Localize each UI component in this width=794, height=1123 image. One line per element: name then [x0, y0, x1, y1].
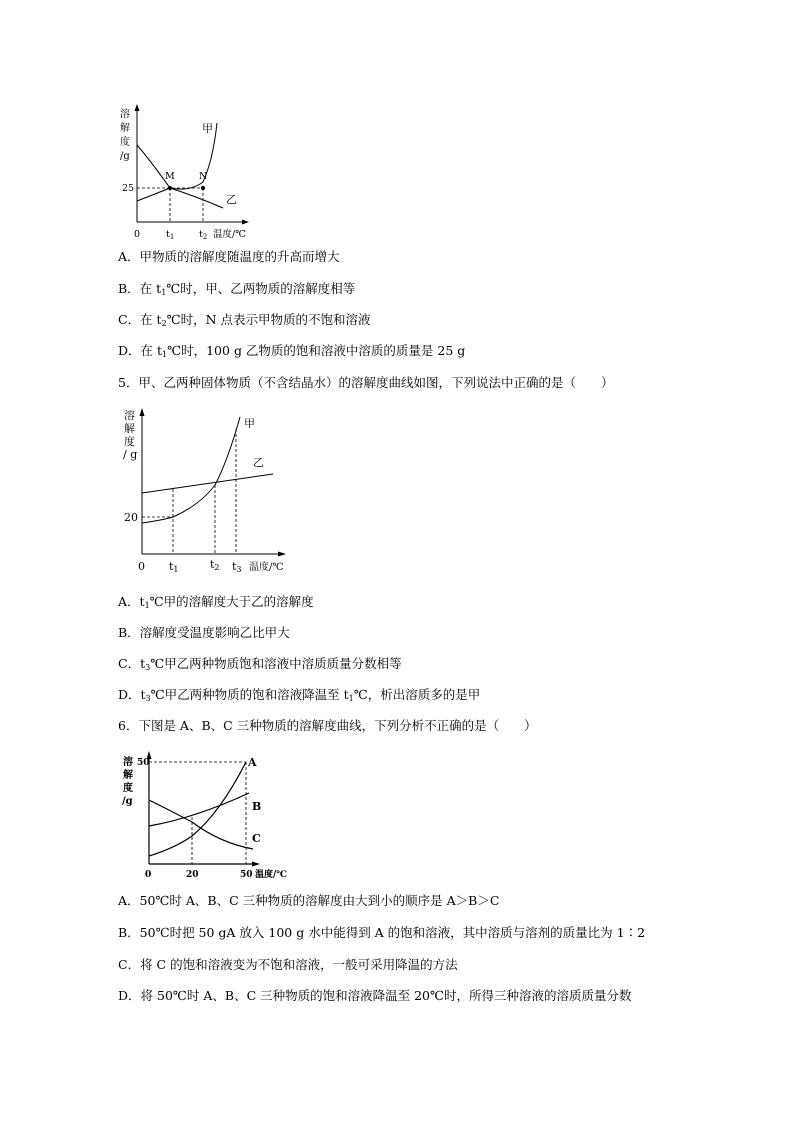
option-text: D．在 t — [118, 343, 163, 358]
origin-label: 0 — [134, 229, 141, 240]
curve-jia-label: 甲 — [202, 122, 213, 135]
option-b[interactable] — [118, 281, 355, 297]
y-label-char: 解 — [124, 422, 135, 435]
y-label-char: 溶 — [124, 409, 135, 422]
option-text: D．t — [118, 687, 146, 702]
option-subscript: 1 — [162, 350, 168, 359]
curve-b-label: B — [252, 800, 262, 813]
option-text: B．在 t — [118, 281, 162, 296]
tick-label: t1 — [169, 560, 179, 574]
y-label-char: 度 — [124, 435, 135, 448]
option-text: ℃甲乙两种物质饱和溶液中溶质质量分数相等 — [150, 656, 402, 671]
option-d[interactable] — [118, 687, 480, 703]
x-axis-arrow — [278, 552, 286, 557]
figure-2-solubility-chart — [115, 405, 300, 575]
y-value-label: 20 — [124, 511, 138, 524]
curve-yi — [142, 474, 273, 493]
option-text: C．将 C 的饱和溶液变为不饱和溶液，一般可采用降温的方法 — [118, 957, 458, 972]
option-c[interactable] — [118, 957, 458, 973]
x-axis-arrow — [252, 862, 260, 867]
option-text: ℃时，N 点表示甲物质的不饱和溶液 — [166, 312, 371, 327]
tick-label: $t_1$ — [166, 229, 175, 241]
figure-1-svg — [115, 100, 275, 245]
y-label-char: 解 — [123, 770, 133, 781]
curve-yi-label: 乙 — [253, 456, 264, 469]
curve-yi — [137, 188, 223, 208]
option-subscript: 1 — [144, 601, 150, 610]
option-b[interactable] — [118, 625, 290, 641]
curve-jia — [142, 417, 240, 523]
option-d[interactable] — [118, 988, 631, 1004]
point-n-label: N — [199, 171, 208, 182]
y-label-char: /g — [120, 151, 130, 162]
curve-a — [149, 762, 246, 856]
option-text: A．50℃时 A、B、C 三种物质的溶解度由大到小的顺序是 A＞B＞C — [118, 893, 500, 908]
option-subscript: 3 — [145, 663, 151, 672]
point-n-dot — [201, 186, 205, 190]
y-label-char: 度 — [123, 783, 133, 794]
option-text: D．将 50℃时 A、B、C 三种物质的饱和溶液降温至 20℃时，所得三种溶液的溶质质量分数 — [118, 988, 632, 1003]
curve-c-label: C — [252, 832, 261, 845]
figure-2-svg — [115, 405, 300, 575]
option-text: A．甲物质的溶解度随温度的升高而增大 — [118, 249, 340, 264]
option-a[interactable] — [118, 893, 499, 909]
option-subscript: 2 — [161, 319, 167, 328]
option-text: ℃时，甲、乙两物质的溶解度相等 — [166, 281, 356, 296]
tick-label: t2 — [210, 558, 220, 572]
option-text: ℃时，100 g 乙物质的饱和溶液中溶质的质量是 25 g — [167, 343, 466, 358]
option-subscript: 1 — [348, 694, 354, 703]
question-5-stem: 5．甲、乙两种固体物质（不含结晶水）的溶解度曲线如图，下列说法中正确的是（ ） — [118, 375, 614, 390]
curve-yi-label: 乙 — [226, 193, 237, 206]
y-label-char: 溶 — [123, 757, 133, 768]
option-text: ℃，析出溶质多的是甲 — [353, 687, 481, 702]
option-b[interactable] — [118, 925, 645, 941]
tick-label: $t_2$ — [199, 229, 208, 241]
y-axis-arrow — [140, 408, 145, 416]
figure-1-solubility-chart — [115, 100, 275, 245]
x-axis-arrow — [242, 220, 249, 225]
y-label-char: / g — [123, 448, 138, 461]
option-a[interactable] — [118, 249, 340, 265]
point-m-dot — [168, 186, 172, 190]
tick-label: 50 — [240, 870, 253, 880]
point-m-label: M — [165, 171, 175, 182]
y-label-char: 解 — [120, 123, 130, 134]
curve-a-label: A — [248, 756, 257, 769]
x-axis-label: 温度/℃ — [213, 229, 246, 240]
option-c[interactable] — [118, 656, 402, 672]
figure-3-solubility-chart — [115, 748, 300, 883]
question-6-stem: 6．下图是 A、B、C 三种物质的溶解度曲线，下列分析不正确的是（ ） — [118, 718, 537, 733]
origin-label: 0 — [138, 560, 145, 573]
curve-c — [149, 800, 253, 849]
option-d[interactable] — [118, 343, 465, 359]
x-axis-label: 温度/℃ — [255, 870, 288, 880]
y-label-char: 溶 — [120, 109, 130, 120]
option-text: C．在 t — [118, 312, 162, 327]
tick-label: 20 — [186, 870, 199, 880]
y-label-char: 度 — [120, 137, 130, 148]
y-label-char: /g — [122, 796, 133, 807]
curve-jia-label: 甲 — [244, 417, 255, 430]
option-text: C．t — [118, 656, 146, 671]
option-subscript: 3 — [145, 694, 151, 703]
option-a[interactable] — [118, 594, 314, 610]
y-value-label: 25 — [122, 183, 135, 194]
figure-3-svg — [115, 748, 300, 883]
origin-label: 0 — [145, 870, 152, 880]
option-c[interactable] — [118, 312, 371, 328]
y-axis-arrow — [135, 104, 140, 111]
option-text: ℃甲乙两种物质的饱和溶液降温至 t — [150, 687, 349, 702]
x-axis-label: 温度/℃ — [249, 562, 284, 573]
tick-label: t3 — [232, 560, 242, 574]
option-subscript: 1 — [161, 288, 167, 297]
option-text: A．t — [118, 594, 145, 609]
y-value-label: 50 — [137, 758, 150, 768]
option-text: B．溶解度受温度影响乙比甲大 — [118, 625, 290, 640]
option-text: ℃甲的溶解度大于乙的溶解度 — [149, 594, 314, 609]
curve-b — [149, 793, 249, 826]
option-text: B．50℃时把 50 gA 放入 100 g 水中能得到 A 的饱和溶液，其中溶质与溶剂的质量比为 1∶2 — [118, 925, 646, 940]
